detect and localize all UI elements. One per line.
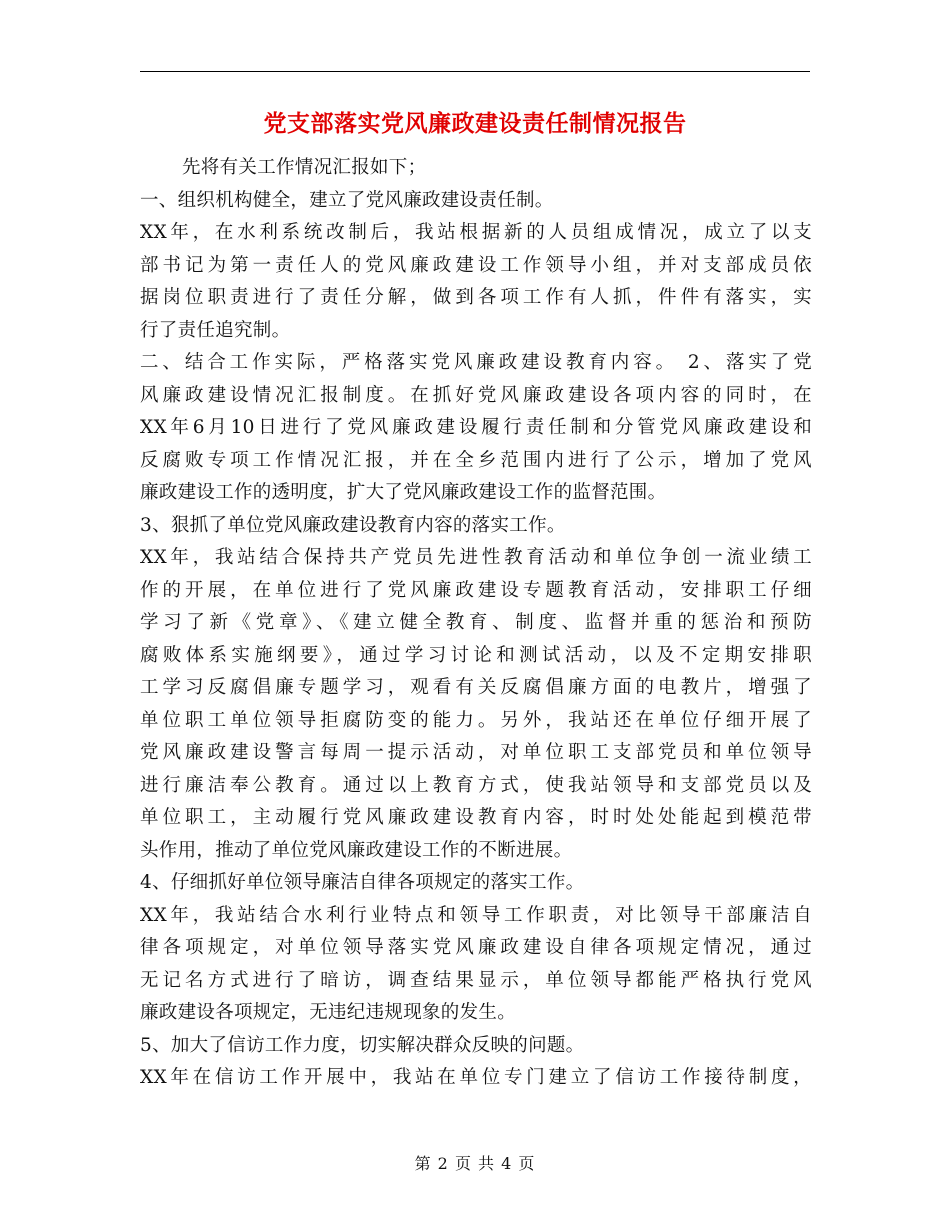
body-line: 二、结合工作实际，严格落实党风廉政建设教育内容。 2、落实了党: [140, 352, 812, 373]
body-line: 律各项规定，对单位领导落实党风廉政建设自律各项规定情况，通过: [140, 937, 812, 958]
body-line: 头作用，推动了单位党风廉政建设工作的不断进展。: [140, 839, 573, 861]
body-line: 3、狠抓了单位党风廉政建设教育内容的落实工作。: [140, 514, 566, 536]
body-line: XX年，在水利系统改制后，我站根据新的人员组成情况，成立了以支: [140, 222, 812, 243]
body-line: XX年，我站结合水利行业特点和领导工作职责，对比领导干部廉洁自: [140, 904, 812, 926]
body-line: 4、仔细抓好单位领导廉洁自律各项规定的落实工作。: [140, 872, 585, 893]
body-line: 工学习反腐倡廉专题学习，观看有关反腐倡廉方面的电教片，增强了: [140, 677, 812, 698]
body-line: 学习了新《党章》、《建立健全教育、制度、监督并重的惩治和预防: [140, 612, 812, 633]
body-line: 部书记为第一责任人的党风廉政建设工作领导小组，并对支部成员依: [140, 254, 812, 276]
body-line: 廉政建设各项规定，无违纪违规现象的发生。: [140, 1002, 517, 1023]
page-number-footer: 第 2 页 共 4 页: [414, 1154, 536, 1173]
body-line: 腐败体系实施纲要》，通过学习讨论和测试活动，以及不定期安排职: [140, 644, 812, 666]
body-line: 作的开展，在单位进行了党风廉政建设专题教育活动，安排职工仔细: [140, 579, 812, 601]
body-line: 5、加大了信访工作力度，切实解决群众反映的问题。: [140, 1034, 585, 1056]
body-line: XX年6月10日进行了党风廉政建设履行责任制和分管党风廉政建设和: [140, 417, 812, 438]
document-title: 党支部落实党风廉政建设责任制情况报告: [263, 110, 687, 137]
body-line: 一、组织机构健全，建立了党风廉政建设责任制。: [140, 189, 554, 211]
body-line: 进行廉洁奉公教育。通过以上教育方式，使我站领导和支部党员以及: [140, 774, 812, 796]
body-line: 廉政建设工作的透明度，扩大了党风廉政建设工作的监督范围。: [140, 482, 667, 503]
body-line: XX年，我站结合保持共产党员先进性教育活动和单位争创一流业绩工: [140, 547, 812, 568]
body-line: 反腐败专项工作情况汇报，并在全乡范围内进行了公示，增加了党风: [140, 449, 812, 471]
body-line: 单位职工单位领导拒腐防变的能力。另外，我站还在单位仔细开展了: [140, 709, 812, 731]
body-line: 无记名方式进行了暗访，调查结果显示，单位领导都能严格执行党风: [140, 969, 812, 991]
body-line: 行了责任追究制。: [140, 319, 291, 341]
body-line: 据岗位职责进行了责任分解，做到各项工作有人抓，件件有落实，实: [140, 287, 812, 308]
body-line: XX年在信访工作开展中，我站在单位专门建立了信访工作接待制度，: [140, 1067, 812, 1088]
body-line: 风廉政建设情况汇报制度。在抓好党风廉政建设各项内容的同时，在: [140, 384, 812, 406]
body-line: 先将有关工作情况汇报如下；: [182, 157, 427, 178]
document-body: [140, 152, 812, 1095]
body-line: 单位职工，主动履行党风廉政建设教育内容，时时处处能起到模范带: [140, 807, 812, 828]
header-rule: [140, 71, 810, 72]
body-line: 党风廉政建设警言每周一提示活动，对单位职工支部党员和单位领导: [140, 742, 812, 763]
